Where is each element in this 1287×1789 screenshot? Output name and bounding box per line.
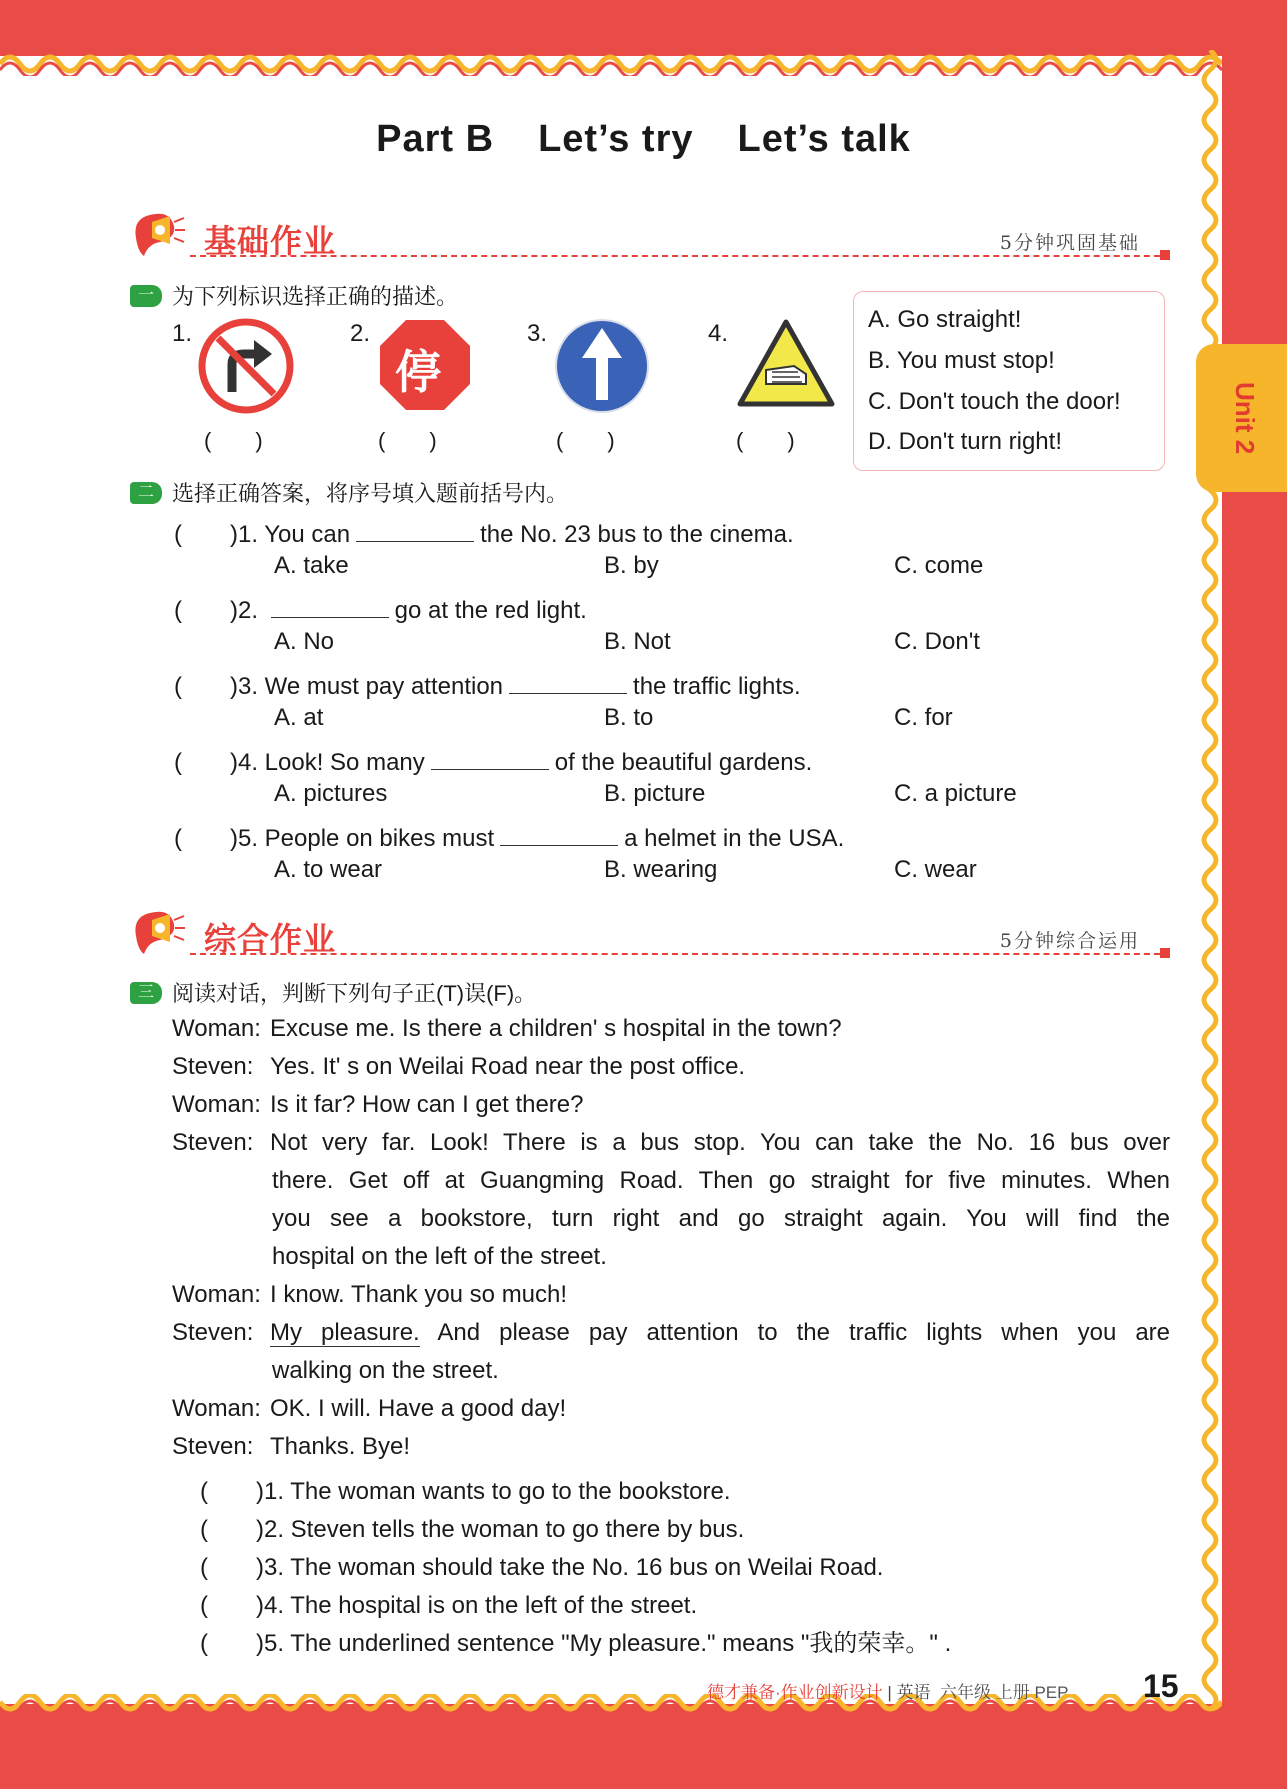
answer-paren[interactable]: ( ) <box>200 1630 264 1657</box>
right-wave-border <box>1198 50 1232 1710</box>
speaker: Steven: <box>172 1319 254 1346</box>
choice-a: A. to wear <box>274 856 383 883</box>
dialogue-line <box>172 1129 1170 1157</box>
sign-option: C. Don't touch the door! <box>868 388 1121 415</box>
footer-brand: 德才兼备·作业创新设计 | 英语 六年级 上册 PEP <box>707 1683 1069 1702</box>
divider-end-mark <box>1160 948 1170 958</box>
q2-badge: 二 <box>130 482 162 504</box>
statement-text: 2. Steven tells the woman to go there by bus. <box>263 1516 745 1543</box>
answer-paren[interactable]: ( ) <box>174 673 238 700</box>
question-text: Look! So many <box>264 749 425 776</box>
sign-option: B. You must stop! <box>868 347 1055 374</box>
statement-text: 4. The hospital is on the left of the street. <box>263 1592 698 1619</box>
choice-a: A. pictures <box>274 780 388 807</box>
answer-blank[interactable] <box>431 749 549 770</box>
title-talk: Let’s talk <box>737 118 911 160</box>
answer-paren[interactable]: ( ) <box>174 749 238 776</box>
sign-number: 2. <box>350 320 371 347</box>
q1-instruction <box>130 280 458 311</box>
do-not-touch-sign-icon <box>736 318 836 410</box>
dialogue-text: Yes. It' s on Weilai Road near the post office. <box>270 1053 746 1080</box>
answer-paren[interactable]: ( ) <box>200 1592 264 1619</box>
no-right-turn-sign-icon <box>198 318 294 414</box>
sign-option: D. Don't turn right! <box>868 428 1062 455</box>
go-straight-sign-icon <box>554 318 650 414</box>
statement-text: 5. The underlined sentence "My pleasure." means "我的荣幸。" . <box>263 1630 952 1657</box>
answer-paren[interactable]: ( ) <box>200 1516 264 1543</box>
q1-instruction-text: 为下列标识选择正确的描述。 <box>172 284 459 309</box>
mc-question <box>174 818 844 853</box>
tf-statement <box>200 1623 951 1658</box>
speaker: Woman: <box>172 1395 261 1422</box>
q3-badge: 三 <box>130 982 162 1004</box>
dialogue-text: Excuse me. Is there a children' s hospital in the town? <box>270 1015 842 1042</box>
dialogue-text: Is it far? How can I get there? <box>270 1091 584 1118</box>
tf-statement <box>200 1585 697 1620</box>
speaker: Steven: <box>172 1053 254 1080</box>
dialogue-line <box>172 1281 567 1309</box>
section-basic-label: 基础作业 <box>204 223 337 259</box>
section-comprehensive-header <box>130 906 1170 966</box>
statement-text: 3. The woman should take the No. 16 bus on Weilai Road. <box>263 1554 884 1581</box>
answer-blank[interactable] <box>271 597 389 618</box>
choice-b: B. picture <box>604 780 706 807</box>
footer-subject: 英语 <box>896 1683 931 1702</box>
section-comprehensive-label: 综合作业 <box>204 921 337 957</box>
answer-paren[interactable]: ( ) <box>378 428 437 453</box>
dialogue-continuation: you see a bookstore, turn right and go straight again. You will find the <box>272 1205 1170 1232</box>
question-text: of the beautiful gardens. <box>554 749 813 776</box>
choice-c: C. wear <box>894 856 977 883</box>
question-text: We must pay attention <box>264 673 504 700</box>
sign-options-box <box>853 291 1165 471</box>
q3-instruction-text: 阅读对话，判断下列句子正(T)误(F)。 <box>172 981 537 1006</box>
choice-c: C. Don't <box>894 628 980 655</box>
answer-paren[interactable]: ( ) <box>174 521 238 548</box>
title-part: Part B <box>376 118 495 160</box>
answer-blank[interactable] <box>356 521 474 542</box>
dialogue-text: OK. I will. Have a good day! <box>270 1395 567 1422</box>
sign-number: 3. <box>527 320 548 347</box>
choice-b: B. by <box>604 552 659 579</box>
section-basic-header <box>130 208 1170 268</box>
answer-blank[interactable] <box>500 825 618 846</box>
dialogue-line <box>172 1395 566 1423</box>
mc-question <box>174 590 587 625</box>
section-divider <box>190 953 1170 955</box>
dialogue-line <box>172 1433 410 1461</box>
choice-c: C. come <box>894 552 984 579</box>
stop-sign-text: 停 <box>395 346 441 398</box>
tf-statement <box>200 1471 730 1506</box>
choice-c: C. for <box>894 704 953 731</box>
dialogue-text: I know. Thank you so much! <box>270 1281 568 1308</box>
speaker: Woman: <box>172 1091 261 1118</box>
answer-paren[interactable]: ( ) <box>200 1478 264 1505</box>
dialogue-line <box>172 1319 1170 1347</box>
dialogue-text <box>270 1319 1170 1347</box>
question-text: go at the red light. <box>394 597 587 624</box>
answer-paren[interactable]: ( ) <box>174 597 238 624</box>
sign-number: 4. <box>708 320 729 347</box>
choice-a: A. at <box>274 704 324 731</box>
megaphone-icon <box>130 906 186 962</box>
answer-paren[interactable]: ( ) <box>736 428 795 453</box>
section-comprehensive-sub: 5分钟综合运用 <box>999 930 1140 952</box>
dialogue-continuation: there. Get off at Guangming Road. Then go straight for five minutes. When <box>272 1167 1170 1194</box>
sign-number: 1. <box>172 320 193 347</box>
mc-question <box>174 666 801 701</box>
underlined-sentence: My pleasure. <box>270 1319 420 1346</box>
answer-paren[interactable]: ( ) <box>556 428 615 453</box>
choice-b: B. wearing <box>604 856 718 883</box>
question-number: 5. <box>237 825 258 852</box>
dialogue-line <box>172 1053 745 1081</box>
choice-c: C. a picture <box>894 780 1017 807</box>
section-basic-sub: 5分钟巩固基础 <box>999 232 1140 254</box>
dialogue-text: Thanks. Bye! <box>270 1433 411 1460</box>
choice-a: A. No <box>274 628 335 655</box>
question-number: 3. <box>237 673 258 700</box>
megaphone-icon <box>130 208 186 264</box>
question-text: the No. 23 bus to the cinema. <box>480 521 794 548</box>
question-text: You can <box>264 521 351 548</box>
mc-question <box>174 742 812 777</box>
speaker: Woman: <box>172 1015 261 1042</box>
dialogue-continuation: hospital on the left of the street. <box>272 1243 607 1270</box>
divider-end-mark <box>1160 250 1170 260</box>
dialogue-line <box>172 1091 584 1119</box>
page-title <box>0 118 1287 161</box>
question-text: the traffic lights. <box>633 673 801 700</box>
tf-statement <box>200 1547 883 1582</box>
sign-option: A. Go straight! <box>868 306 1022 333</box>
tf-statement <box>200 1509 744 1544</box>
choice-b: B. to <box>604 704 654 731</box>
answer-blank[interactable] <box>509 673 627 694</box>
answer-paren[interactable]: ( ) <box>174 825 238 852</box>
speaker: Steven: <box>172 1433 254 1460</box>
section-divider <box>190 255 1170 257</box>
q1-badge: 一 <box>130 285 162 307</box>
question-number: 4. <box>237 749 258 776</box>
question-text: a helmet in the USA. <box>624 825 845 852</box>
choice-b: B. Not <box>604 628 671 655</box>
footer-series: 德才兼备·作业创新设计 <box>707 1683 883 1702</box>
mc-question <box>174 514 794 549</box>
question-number: 2. <box>237 597 258 624</box>
dialogue-line <box>172 1015 842 1043</box>
question-text: People on bikes must <box>264 825 495 852</box>
speaker: Woman: <box>172 1281 261 1308</box>
q3-instruction <box>130 977 536 1008</box>
question-number: 1. <box>237 521 258 548</box>
q2-instruction <box>130 477 568 508</box>
choice-a: A. take <box>274 552 349 579</box>
unit-tab <box>1196 344 1287 492</box>
page-number: 15 <box>1143 1668 1179 1704</box>
title-try: Let’s try <box>538 118 694 160</box>
footer-grade: 六年级 上册 PEP <box>940 1683 1069 1702</box>
dialogue-text: Not very far. Look! There is a bus stop. You can take the No. 16 bus over <box>270 1129 1170 1156</box>
dialogue-text-rest: And please pay attention to the traffic lights when you are <box>419 1319 1171 1346</box>
statement-text: 1. The woman wants to go to the bookstore. <box>263 1478 731 1505</box>
speaker: Steven: <box>172 1129 254 1156</box>
answer-paren[interactable]: ( ) <box>200 1554 264 1581</box>
q2-instruction-text: 选择正确答案，将序号填入题前括号内。 <box>172 481 569 506</box>
top-wave-border <box>0 46 1222 76</box>
unit-tab-label: Unit 2 <box>1230 382 1260 455</box>
answer-paren[interactable]: ( ) <box>204 428 263 453</box>
dialogue-continuation: walking on the street. <box>272 1357 499 1384</box>
